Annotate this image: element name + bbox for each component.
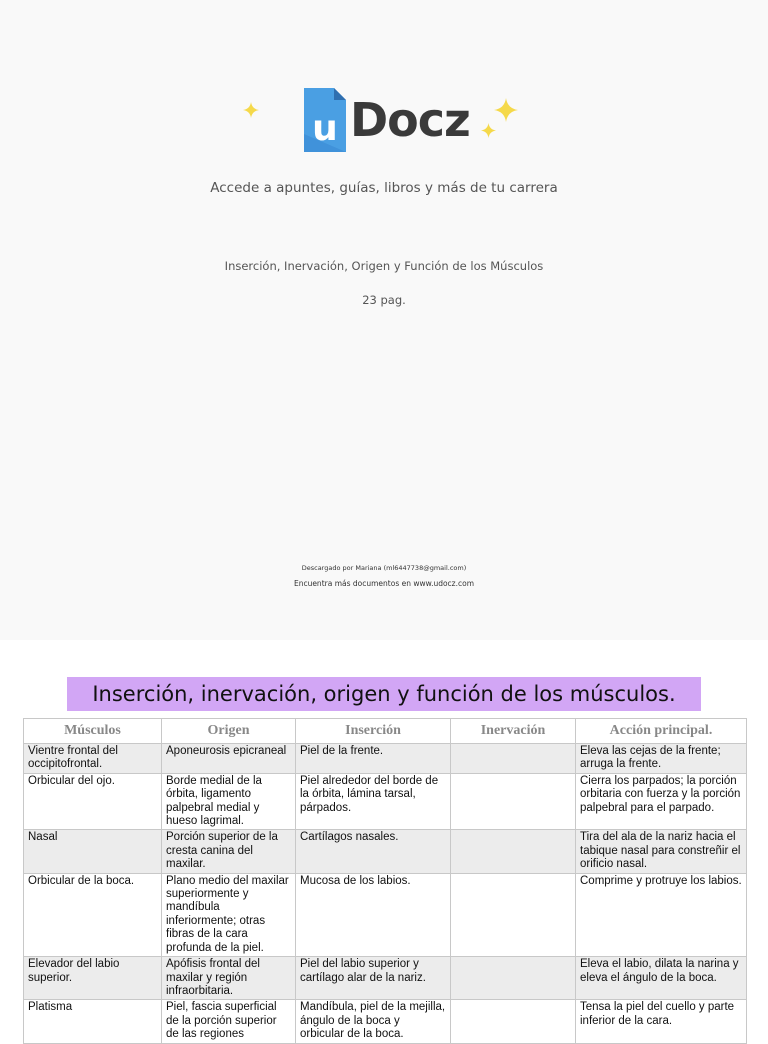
- table-cell: Cartílagos nasales.: [296, 830, 451, 873]
- table-cell: Piel alrededor del borde de la órbita, lámina tarsal, párpados.: [296, 773, 451, 830]
- sparkle-icon: [243, 102, 259, 118]
- find-more-link[interactable]: Encuentra más documentos en www.udocz.com: [293, 579, 475, 588]
- sparkle-icon: [481, 123, 496, 138]
- table-cell: Piel de la frente.: [296, 744, 451, 774]
- document-logo-icon: [304, 88, 346, 152]
- table-cell: Comprime y protruye los labios.: [576, 873, 747, 956]
- table-cell: Orbicular de la boca.: [24, 873, 162, 956]
- document-heading: Inserción, inervación, origen y función de los músculos.: [67, 677, 701, 711]
- table-header-row: [24, 719, 747, 744]
- table-cell: Apófisis frontal del maxilar y región infraorbitaria.: [162, 957, 296, 1000]
- table-cell: Plano medio del maxilar superiormente y mandíbula inferiormente; otras fibras de la cara profunda de la piel.: [162, 873, 296, 956]
- table-cell: Orbicular del ojo.: [24, 773, 162, 830]
- sparkle-icon: [494, 98, 518, 122]
- table-row: [24, 830, 747, 873]
- table-cell: Mandíbula, piel de la mejilla, ángulo de la boca y orbicular de la boca.: [296, 1000, 451, 1043]
- table-cell: Platisma: [24, 1000, 162, 1043]
- column-header: Músculos: [24, 719, 162, 744]
- udocz-logo: [300, 84, 470, 156]
- column-header: Inervación: [451, 719, 576, 744]
- column-header: Inserción: [296, 719, 451, 744]
- table-cell: [451, 957, 576, 1000]
- column-header: Acción principal.: [576, 719, 747, 744]
- table-cell: Elevador del labio superior.: [24, 957, 162, 1000]
- table-cell: [451, 1000, 576, 1043]
- table-row: [24, 773, 747, 830]
- table-cell: Aponeurosis epicraneal: [162, 744, 296, 774]
- table-cell: Piel del labio superior y cartílago alar de la nariz.: [296, 957, 451, 1000]
- muscles-table: [23, 718, 747, 1044]
- table-cell: Porción superior de la cresta canina del maxilar.: [162, 830, 296, 873]
- table-cell: Nasal: [24, 830, 162, 873]
- table-cell: Mucosa de los labios.: [296, 873, 451, 956]
- table-cell: Vientre frontal del occipitofrontal.: [24, 744, 162, 774]
- table-cell: [451, 830, 576, 873]
- download-note: Descargado por Mariana (ml6447738@gmail.com): [301, 564, 467, 572]
- logo-wordmark: Docz: [350, 93, 470, 147]
- table-cell: Tira del ala de la nariz hacia el tabique nasal para constreñir el orificio nasal.: [576, 830, 747, 873]
- table-cell: [451, 744, 576, 774]
- table-row: [24, 1000, 747, 1043]
- table-cell: [451, 873, 576, 956]
- tagline: Accede a apuntes, guías, libros y más de tu carrera: [210, 180, 558, 196]
- table-cell: [451, 773, 576, 830]
- table-cell: Piel, fascia superficial de la porción superior de las regiones: [162, 1000, 296, 1043]
- page-count: 23 pag.: [362, 293, 406, 307]
- table-cell: Tensa la piel del cuello y parte inferior de la cara.: [576, 1000, 747, 1043]
- table-cell: Eleva las cejas de la frente; arruga la frente.: [576, 744, 747, 774]
- logo-initial: u: [312, 108, 338, 149]
- table-cell: Cierra los parpados; la porción orbitaria con fuerza y la porción palpebral para el parpado.: [576, 773, 747, 830]
- table-cell: Borde medial de la órbita, ligamento palpebral medial y hueso lagrimal.: [162, 773, 296, 830]
- document-title: Inserción, Inervación, Origen y Función de los Músculos: [224, 259, 544, 273]
- table-cell: Eleva el labio, dilata la narina y eleva el ángulo de la boca.: [576, 957, 747, 1000]
- table-row: [24, 873, 747, 956]
- column-header: Origen: [162, 719, 296, 744]
- table-row: [24, 744, 747, 774]
- table-row: [24, 957, 747, 1000]
